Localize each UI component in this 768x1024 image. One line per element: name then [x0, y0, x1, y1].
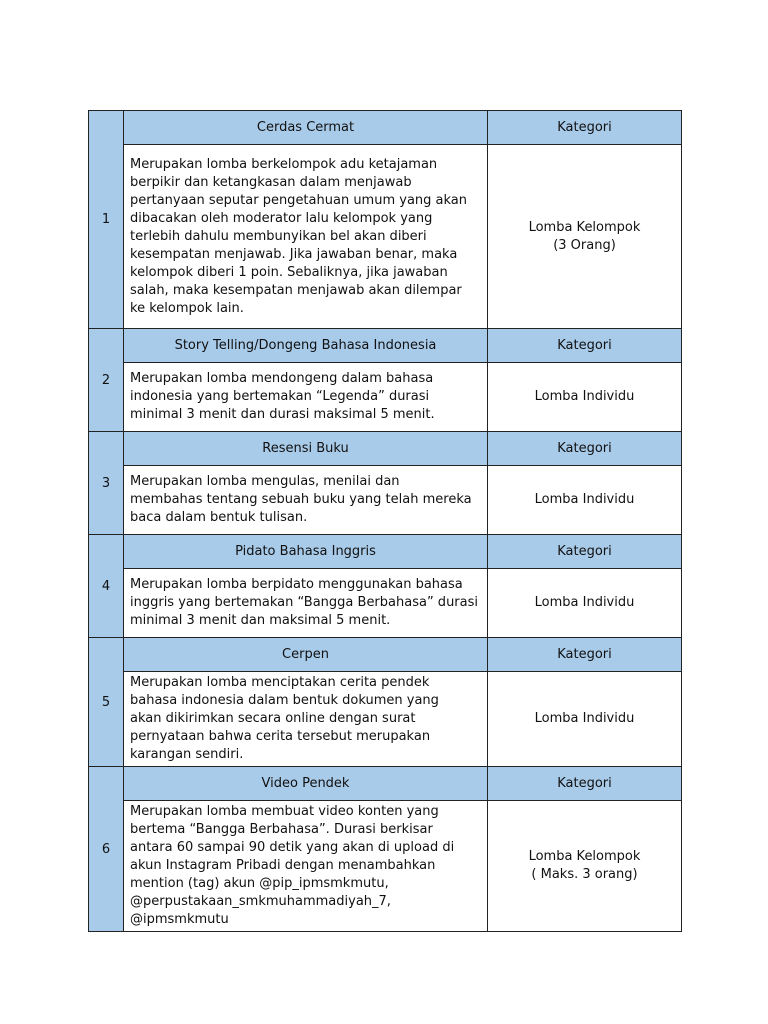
category-line: Lomba Individu [534, 492, 635, 507]
competition-detail-row [89, 466, 682, 535]
description-line: terlebih dahulu membunyikan bel akan diberi [130, 228, 427, 244]
category-header: Kategori [488, 767, 682, 801]
competition-table-body [89, 111, 682, 932]
competition-title: Resensi Buku [124, 432, 488, 466]
description-line: karangan sendiri. [130, 747, 244, 762]
competition-detail-row [89, 569, 682, 638]
competition-title: Pidato Bahasa Inggris [124, 535, 488, 569]
competition-category [488, 569, 682, 638]
description-line: Merupakan lomba berkelompok adu ketajaman [130, 156, 438, 172]
competition-number: 3 [89, 432, 124, 535]
description-line: salah, maka kesempatan menjawab akan dilempar [130, 282, 462, 298]
description-line: baca dalam bentuk tulisan. [130, 510, 308, 525]
description-line: ke kelompok lain. [130, 300, 244, 316]
description-line: Merupakan lomba berpidato menggunakan bahasa [130, 577, 463, 592]
description-line: inggris yang bertemakan “Bangga Berbahasa” durasi [130, 595, 478, 610]
description-line: minimal 3 menit dan maksimal 5 menit. [130, 613, 391, 628]
category-header: Kategori [488, 535, 682, 569]
category-line: Lomba Kelompok [528, 219, 641, 235]
description-line: @perpustakaan_smkmuhammadiyah_7, [130, 894, 391, 909]
description-line: kesempatan menjawab. Jika jawaban benar, maka [130, 246, 458, 262]
category-header: Kategori [488, 432, 682, 466]
competition-number: 1 [89, 111, 124, 329]
competition-description [124, 569, 488, 638]
competition-category [488, 466, 682, 535]
competition-category [488, 145, 682, 329]
competition-header-row [89, 535, 682, 569]
category-line: Lomba Individu [534, 389, 635, 404]
competition-header-row [89, 329, 682, 363]
category-header: Kategori [488, 111, 682, 145]
description-line: membahas tentang sebuah buku yang telah mereka [130, 492, 472, 507]
competition-description [124, 672, 488, 767]
competition-category [488, 363, 682, 432]
description-line: akan dikirimkan secara online dengan surat [130, 711, 416, 726]
description-line: antara 60 sampai 90 detik yang akan di upload di [130, 840, 455, 855]
description-line: pertanyaan seputar pengetahuan umum yang akan [130, 192, 468, 208]
description-line: mention (tag) akun @pip_ipmsmkmutu, [130, 876, 389, 891]
competition-detail-row [89, 363, 682, 432]
competition-number: 5 [89, 638, 124, 767]
competition-number: 2 [89, 329, 124, 432]
description-line: kelompok diberi 1 poin. Sebaliknya, jika jawaban [130, 264, 448, 280]
competition-description [124, 145, 488, 329]
competition-title: Video Pendek [124, 767, 488, 801]
description-line: indonesia yang bertemakan “Legenda” durasi [130, 389, 430, 404]
competition-title: Cerdas Cermat [124, 111, 488, 145]
description-line: minimal 3 menit dan durasi maksimal 5 menit. [130, 407, 435, 422]
category-header: Kategori [488, 638, 682, 672]
competition-number: 6 [89, 767, 124, 932]
category-line: ( Maks. 3 orang) [531, 867, 638, 882]
competition-header-row [89, 432, 682, 466]
description-line: Merupakan lomba mengulas, menilai dan [130, 474, 400, 489]
description-line: berpikir dan ketangkasan dalam menjawab [130, 174, 412, 190]
competition-detail-row [89, 672, 682, 767]
competition-description [124, 363, 488, 432]
category-header: Kategori [488, 329, 682, 363]
competition-title: Story Telling/Dongeng Bahasa Indonesia [124, 329, 488, 363]
description-line: @ipmsmkmutu [130, 912, 229, 927]
competition-header-row [89, 638, 682, 672]
competition-description [124, 466, 488, 535]
category-line: Lomba Individu [534, 711, 635, 726]
competition-category [488, 801, 682, 932]
competition-description [124, 801, 488, 932]
category-line: Lomba Individu [534, 595, 635, 610]
competition-detail-row [89, 145, 682, 329]
description-line: dibacakan oleh moderator lalu kelompok yang [130, 210, 433, 226]
competition-detail-row [89, 801, 682, 932]
competition-category [488, 672, 682, 767]
category-line: Lomba Kelompok [528, 849, 641, 864]
competition-header-row [89, 111, 682, 145]
description-line: bertema “Bangga Berbahasa”. Durasi berkisar [130, 822, 433, 837]
competition-table [88, 110, 682, 932]
competition-title: Cerpen [124, 638, 488, 672]
competition-header-row [89, 767, 682, 801]
description-line: Merupakan lomba menciptakan cerita pendek [130, 675, 430, 690]
description-line: pernyataan bahwa cerita tersebut merupakan [130, 729, 431, 744]
competition-number: 4 [89, 535, 124, 638]
description-line: Merupakan lomba membuat video konten yang [130, 804, 439, 819]
category-line: (3 Orang) [553, 237, 616, 253]
description-line: bahasa indonesia dalam bentuk dokumen yang [130, 693, 439, 708]
description-line: Merupakan lomba mendongeng dalam bahasa [130, 371, 434, 386]
description-line: akun Instagram Pribadi dengan menambahkan [130, 858, 436, 873]
